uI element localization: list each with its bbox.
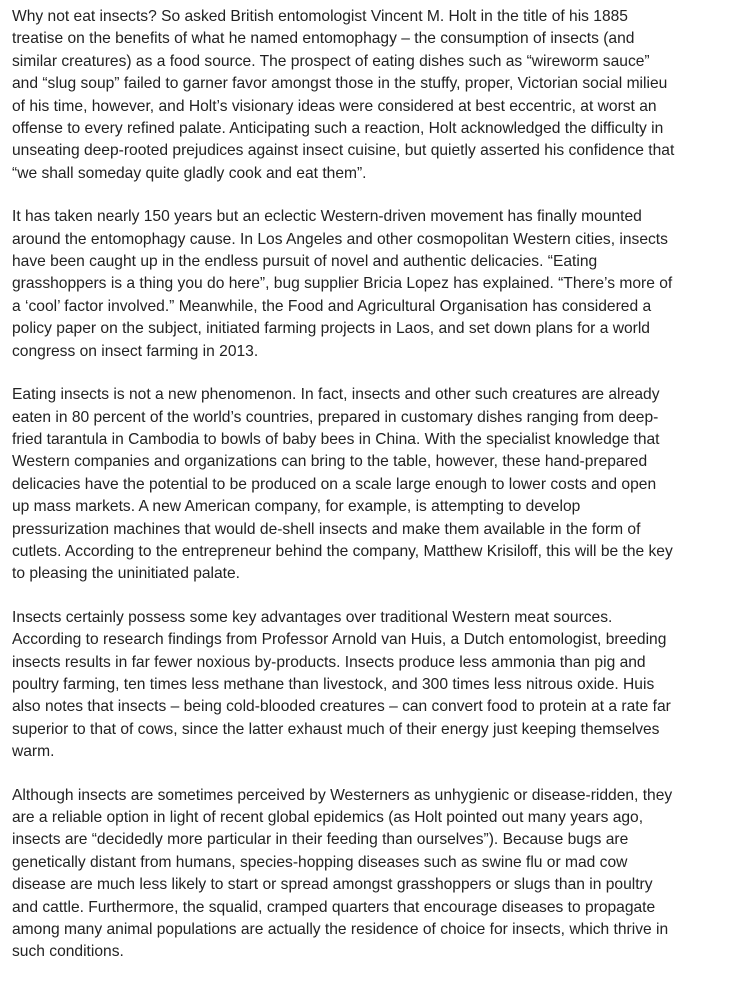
text-line: Although insects are sometimes perceived by Westerners as unhygienic or disease-ridden, they [12,786,673,804]
text-line: insects are “decidedly more particular in their feeding than ourselves”). Because bugs are [12,831,629,849]
text-line: poultry farming, ten times less methane than livestock, and 300 times less nitrous oxide. Huis [12,675,655,693]
text-line: Why not eat insects? So asked British entomologist Vincent M. Holt in the title of his 1885 [12,8,628,25]
text-line: superior to that of cows, since the latter exhaust much of their energy just keeping themselves [12,720,660,738]
text-line: policy paper on the subject, initiated farming projects in Laos, and set down plans for a world [12,320,650,338]
text-line: warm. [12,743,55,761]
text-line: a ‘cool’ factor involved.” Meanwhile, the Food and Agricultural Organisation has considered a [12,297,652,315]
text-line: of his time, however, and Holt’s visionary ideas were considered at best eccentric, at worst an [12,97,657,115]
text-line: cutlets. According to the entrepreneur behind the company, Matthew Krisiloff, this will be the key [12,542,673,560]
text-line: grasshoppers is a thing you do here”, bug supplier Bricia Lopez has explained. “There’s more of [12,275,673,293]
text-line: Insects certainly possess some key advantages over traditional Western meat sources. [12,608,613,626]
paragraph-western-movement [12,206,750,363]
text-line: Eating insects is not a new phenomenon. In fact, insects and other such creatures are already [12,386,660,404]
text-line: pressurization machines that would de-shell insects and make them available in the form of [12,520,641,538]
text-line: disease are much less likely to start or spread amongst grasshoppers or slugs than in poultry [12,876,653,894]
text-line: congress on insect farming in 2013. [12,342,259,360]
text-line: eaten in 80 percent of the world’s countries, prepared in customary dishes ranging from deep- [12,408,659,426]
paragraph-not-new-phenomenon [12,384,750,586]
paragraph-holt-treatise [12,6,750,185]
text-line: insects results in far fewer noxious by-products. Insects produce less ammonia than pig and [12,653,646,671]
text-line: and cattle. Furthermore, the squalid, cramped quarters that encourage diseases to propagate [12,898,656,916]
text-line: have been caught up in the endless pursuit of novel and authentic delicacies. “Eating [12,253,598,271]
text-line: to pleasing the uninitiated palate. [12,565,241,583]
paragraph-disease-safety [12,785,750,964]
paragraph-key-advantages [12,607,750,764]
text-line: among many animal populations are actually the residence of choice for insects, which thrive in [12,921,669,939]
text-line: It has taken nearly 150 years but an eclectic Western-driven movement has finally mounted [12,208,642,226]
text-line: delicacies have the potential to be produced on a scale large enough to lower costs and open [12,475,657,493]
text-line: Western companies and organizations can bring to the table, however, these hand-prepared [12,453,648,471]
text-line: up mass markets. A new American company, for example, is attempting to develop [12,498,581,516]
text-line: such conditions. [12,943,124,961]
text-line: treatise on the benefits of what he named entomophagy – the consumption of insects (and [12,30,635,48]
text-line: According to research findings from Professor Arnold van Huis, a Dutch entomologist, breeding [12,631,667,649]
text-line: around the entomophagy cause. In Los Angeles and other cosmopolitan Western cities, insects [12,230,668,248]
text-line: also notes that insects – being cold-blooded creatures – can convert food to protein at a rate far [12,698,671,716]
text-line: unseating deep-rooted prejudices against insect cuisine, but quietly asserted his confidence that [12,142,675,160]
text-line: offense to every refined palate. Anticipating such a reaction, Holt acknowledged the difficulty in [12,120,664,138]
text-line: similar creatures) as a food source. The prospect of eating dishes such as “wireworm sauce” [12,52,650,70]
text-line: are a reliable option in light of recent global epidemics (as Holt pointed out many years ago, [12,809,644,826]
text-line: “we shall someday quite gladly cook and eat them”. [12,164,367,182]
text-line: genetically distant from humans, species-hopping diseases such as swine flu or mad cow [12,853,628,871]
text-line: fried tarantula in Cambodia to bowls of baby bees in China. With the specialist knowledge that [12,430,660,448]
text-line: and “slug soup” failed to garner favor amongst those in the stuffy, proper, Victorian social milieu [12,75,668,93]
